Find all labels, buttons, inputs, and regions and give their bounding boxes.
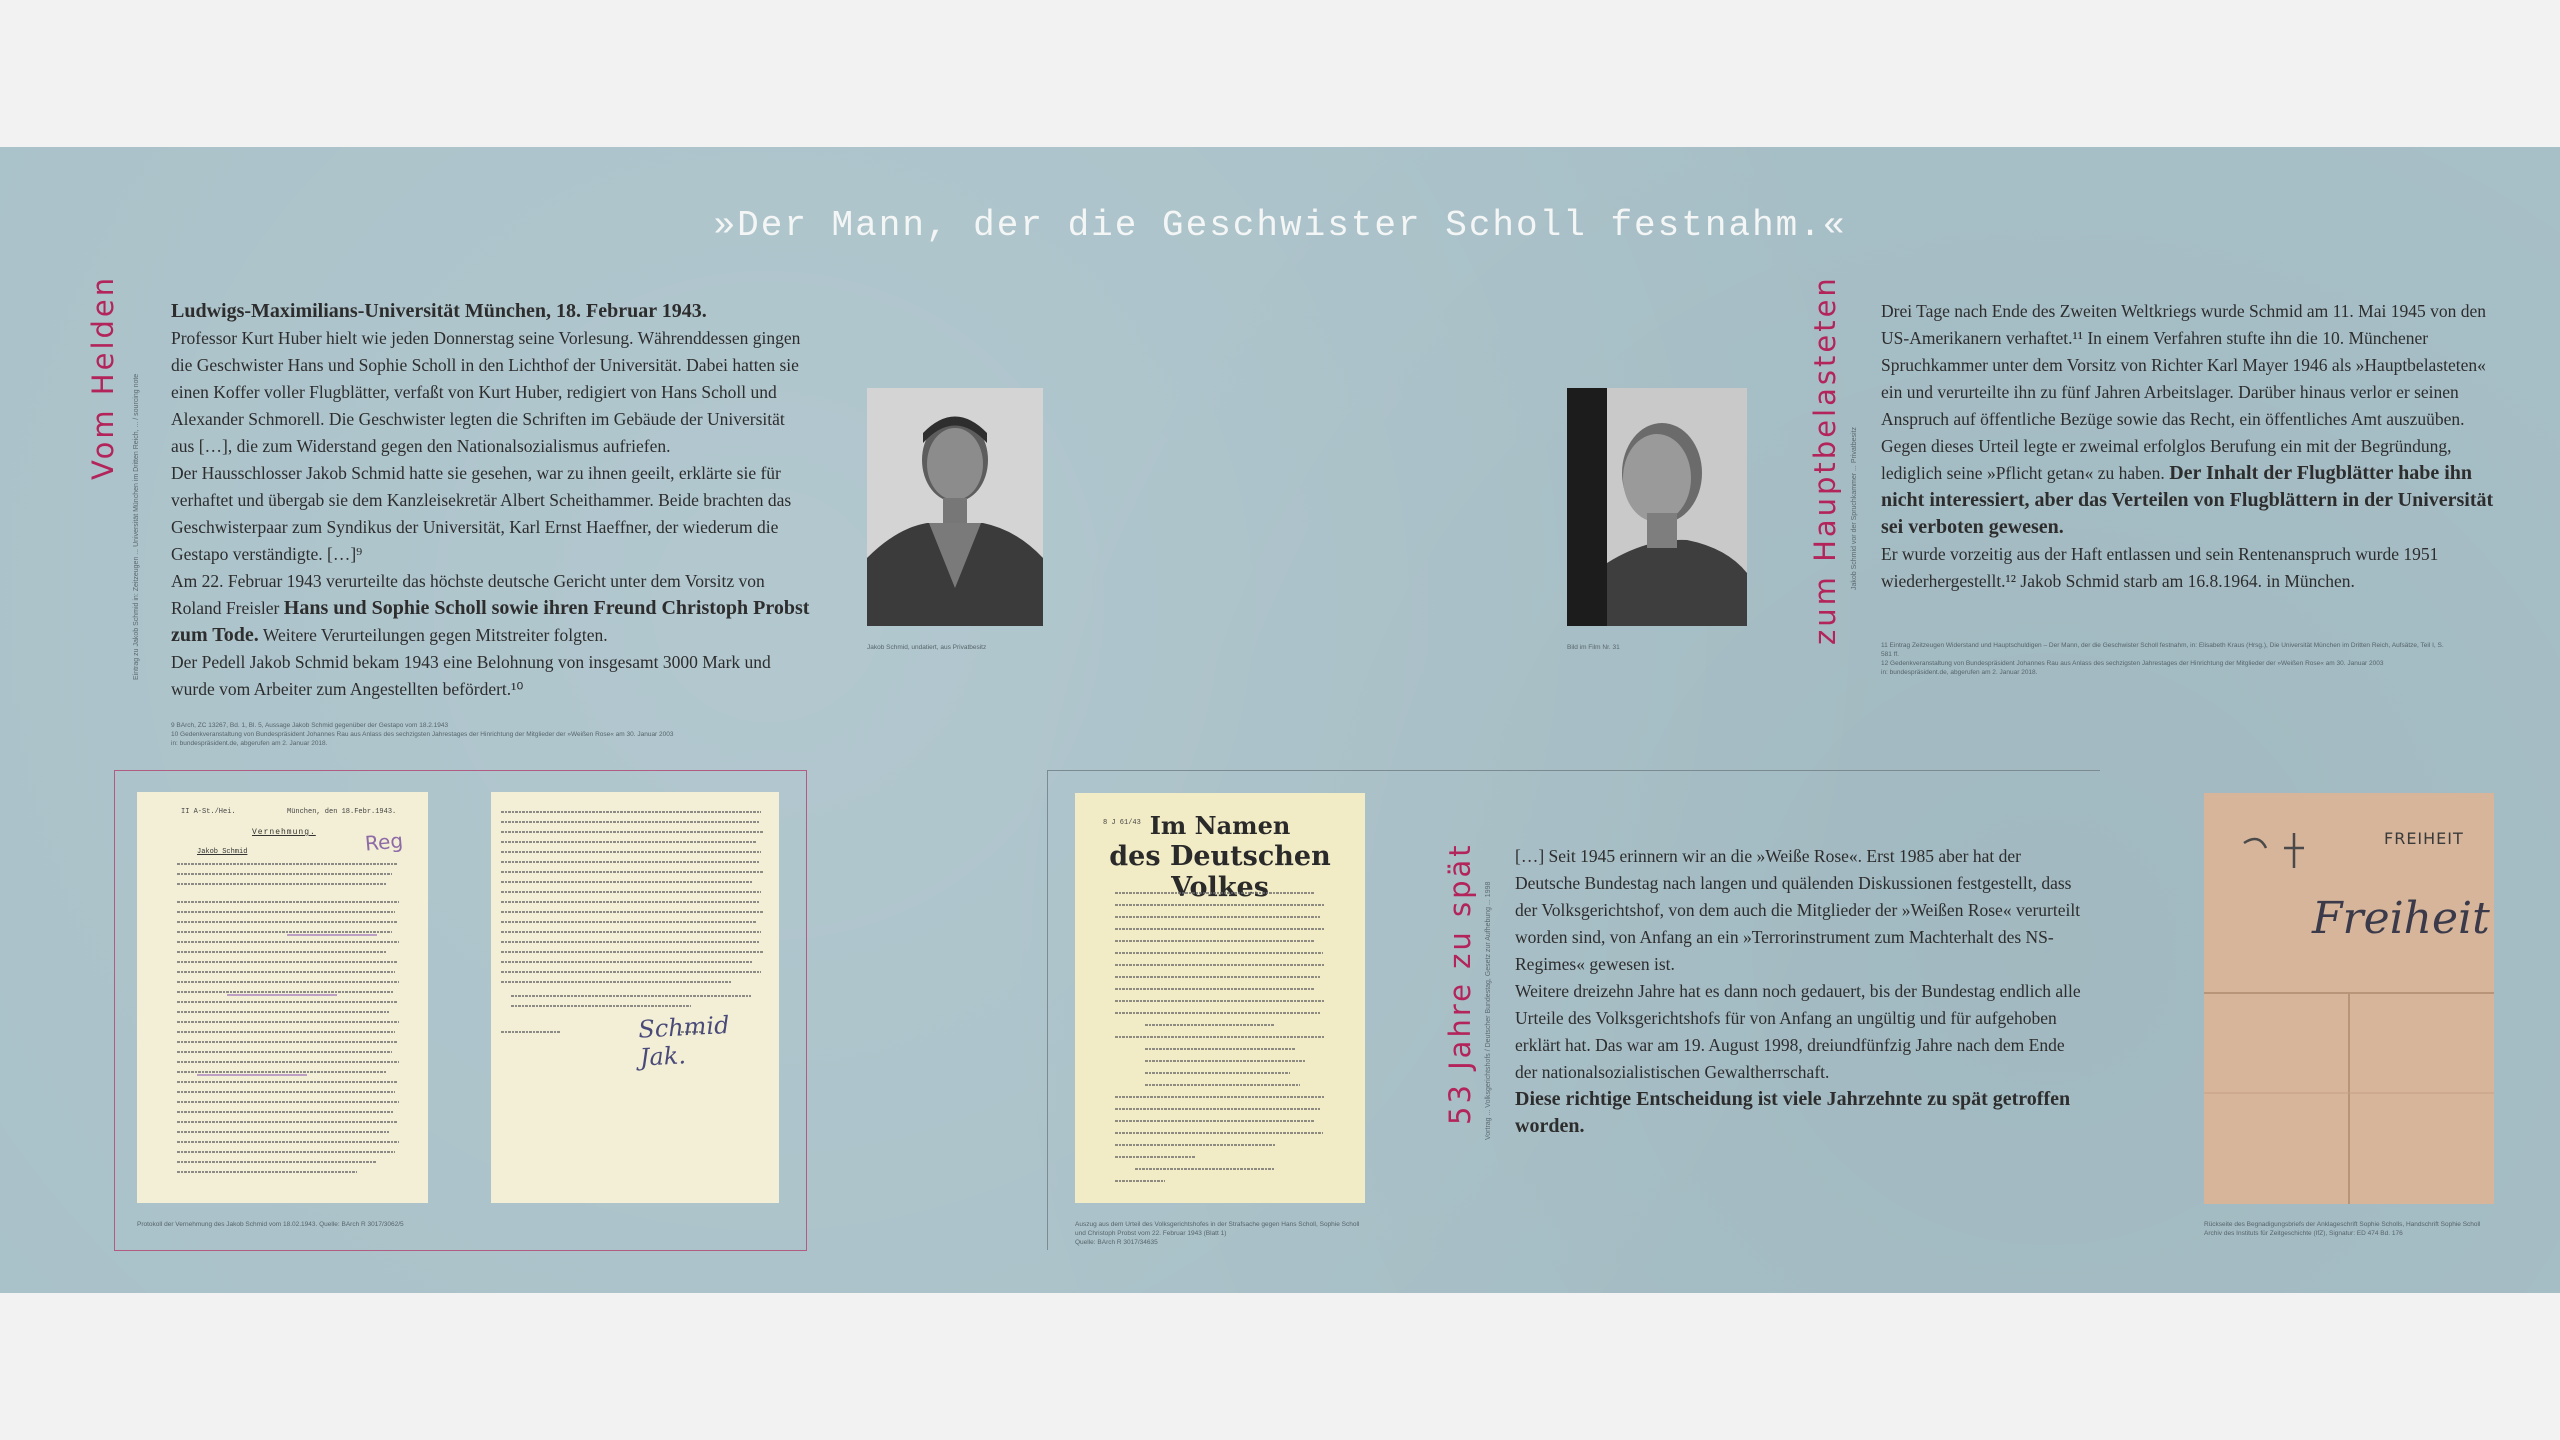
left-para-1: Professor Kurt Huber hielt wie jeden Donnerstag seine Vorlesung. Währenddessen gingen die Geschwister Hans und Sophie Scholl in den Lichthof der Universität. Dabei hatten sie einen Koffer voller Flugblätter, verfaßt von Kurt Huber, redigiert von Hans Scholl und Alexander Schmorell. Die Geschwister legten die Schriften im Gebäude der Universität aus […], die zum Widerstand gegen den Nationalsozialismus aufriefen. — [171, 328, 801, 456]
verdict-caption-line-1: Auszug aus dem Urteil des Volksgerichtshofes in der Strafsache gegen Hans Scholl, Sophie Scholl — [1075, 1221, 1360, 1228]
verdict-doc-header: 8 J 61/43 — [1103, 819, 1141, 827]
doc1-annotation: Reg — [364, 828, 404, 856]
protocol-document-page-1 — [137, 792, 428, 1203]
doc1-title: Vernehmung. — [252, 828, 316, 837]
photo-1-caption: Jakob Schmid, undatiert, aus Privatbesitz — [867, 644, 987, 651]
verdict-doc-title-2: des Deutschen Volkes — [1109, 841, 1331, 903]
right-footnote-12b: in: bundespräsident.de, abgerufen am 2. Januar 2018. — [1881, 669, 2038, 676]
right-para-1: Drei Tage nach Ende des Zweiten Weltkriegs wurde Schmid am 11. Mai 1945 von den US-Amerikanern verhaftet.¹¹ In einem Verfahren stufte ihn die 10. Münchener Spruchkammer unter dem Vorsitz von Richter Karl Mayer 1946 als »Hauptbelasteten« ein und verurteilte ihn zu fünf Jahren Arbeitslager. Darüber hinaus verlor er seinen Anspruch auf öffentliche Bezüge sowie das Recht, ein öffentliches Amt auszuüben. Gegen dieses Urteil legte er zweimal erfolglos Berufung ein mit der Begründung, lediglich seine »Pflicht getan« zu haben. Der Inhalt der Flugblätter habe ihn nicht interessiert, aber das Verteilen von Flugblättern in der Universität sei verboten gewesen. — [1881, 301, 2494, 538]
divider-horizontal — [1047, 770, 2100, 771]
freiheit-leaflet — [2204, 793, 2494, 1204]
vertical-source-bottom: Vortrag ... Volksgerichtshofs / Deutscher Bundestag, Gesetz zur Aufhebung ... 1998 — [1485, 881, 1492, 1140]
right-para-1-bold: Der Inhalt der Flugblätter habe ihn nicht interessiert, aber das Verteilen von Flugblättern in der Universität sei verboten gewesen. — [1881, 462, 2494, 538]
doc1-header-left: II A-St./Hei. — [181, 808, 236, 816]
profile-illustration — [1567, 388, 1747, 626]
vertical-source-right: Jakob Schmid vor der Spruchkammer ... Privatbesitz — [1851, 426, 1858, 590]
right-footnote-12: 12 Gedenkveranstaltung von Bundespräsident Johannes Rau aus Anlass des sechzigsten Jahrestages der Hinrichtung der Mitglieder der »Weißen Rose« am 30. Januar 2003 — [1881, 660, 2384, 667]
left-para-4: Der Pedell Jakob Schmid bekam 1943 eine Belohnung von insgesamt 3000 Mark und wurde vom Arbeiter zum Angestellten befördert.¹⁰ — [171, 652, 771, 699]
verdict-caption — [1075, 1220, 1405, 1247]
leaflet-text-small: FREIHEIT — [2384, 829, 2464, 848]
left-para-3: Am 22. Februar 1943 verurteilte das höchste deutsche Gericht unter dem Vorsitz von Roland Freisler Hans und Sophie Scholl sowie ihren Freund Christoph Probst zum Tode. Weitere Verurteilungen gegen Mitstreiter folgten. — [171, 571, 810, 646]
photo-jakob-schmid — [867, 388, 1043, 626]
doc2-typed-lines — [491, 792, 779, 1203]
divider-vertical — [1047, 770, 1048, 1250]
leaflet-caption-line-2: Archiv des Instituts für Zeitgeschichte (IfZ), Signatur: ED 474 Bd. 176 — [2204, 1230, 2403, 1237]
leaflet-caption — [2204, 1220, 2534, 1238]
leaflet-caption-line-1: Rückseite des Begnadigungsbriefs der Anklageschrift Sophie Scholls, Handschrift Sophie Scholl — [2204, 1221, 2481, 1228]
doc2-signature: Schmid Jak. — [637, 1010, 731, 1072]
left-para-3-bold: Hans und Sophie Scholl sowie ihren Freund Christoph Probst zum Tode. — [171, 597, 810, 646]
doc1-typed-lines — [137, 792, 428, 1203]
left-para-2: Der Hausschlosser Jakob Schmid hatte sie gesehen, war zu ihnen geeilt, erklärte sie für verhaftet und übergab sie dem Kanzleisekretär Albert Scheithammer. Beide brachten das Geschwisterpaar zum Syndikus der Universität, Karl Ernst Haeffner, der wiederum die Gestapo verständigte. […]⁹ — [171, 463, 792, 564]
left-footnote-9: 9 BArch, ZC 13267, Bd. 1, Bl. 5, Aussage Jakob Schmid gegenüber der Gestapo vom 18.2.1943 — [171, 722, 449, 729]
right-para-2: Er wurde vorzeitig aus der Haft entlassen und sein Rentenanspruch wurde 1951 wiederhergestellt.¹² Jakob Schmid starb am 16.8.1964. in München. — [1881, 544, 2439, 591]
right-footnotes — [1881, 641, 2451, 677]
vertical-label-53-jahre: 53 Jahre zu spät — [1443, 842, 1477, 1125]
portrait-illustration — [867, 388, 1043, 626]
left-footnote-10b: in: bundespräsident.de, abgerufen am 2. Januar 2018. — [171, 740, 328, 747]
leaflet-text-large: Freiheit — [2312, 893, 2490, 944]
left-text-block — [171, 298, 811, 703]
bottom-right-para-3-bold: Diese richtige Entscheidung ist viele Jahrzehnte zu spät getroffen worden. — [1515, 1088, 2071, 1137]
left-footnote-10: 10 Gedenkveranstaltung von Bundespräsident Johannes Rau aus Anlass des sechzigsten Jahrestages der Hinrichtung der Mitglieder der »Weißen Rose« am 30. Januar 2003 — [171, 731, 674, 738]
protocol-caption: Protokoll der Vernehmung des Jakob Schmid vom 18.02.1943. Quelle: BArch R 3017/3062/5 — [137, 1221, 404, 1228]
right-text-block — [1881, 298, 2501, 595]
doc1-header-right: München, den 18.Febr.1943. — [287, 808, 397, 816]
page-title: »Der Mann, der die Geschwister Scholl festnahm.« — [713, 205, 1847, 246]
left-footnotes — [171, 721, 731, 748]
verdict-typed-lines — [1075, 793, 1365, 1203]
vertical-label-vom-helden: Vom Helden — [86, 274, 120, 480]
right-footnote-11: 11 Eintrag Zeitzeugen Widerstand und Hauptschuldigen – Der Mann, der die Geschwister Scholl festnahm, in: Elisabeth Kraus (Hrsg.), Die Universität München im Dritten Reich, Aufsätze, Teil I, S. 581 ff. — [1881, 642, 2444, 658]
protocol-document-page-2 — [491, 792, 779, 1203]
bottom-right-text-block — [1515, 843, 2090, 1140]
bottom-right-para-2: Weitere dreizehn Jahre hat es dann noch gedauert, bis der Bundestag endlich alle Urteile des Volksgerichtshofs für von Anfang an ungültig und für aufgehoben erklärt hat. Das war am 19. August 1998, dreiundfünfzig Jahre nach dem Ende der nationalsozialistischen Gewaltherrschaft. — [1515, 981, 2081, 1082]
vertical-source-left: Eintrag zu Jakob Schmid in: Zeitzeugen ... Universität München im Dritten Reich, ... / sourcing note — [133, 373, 140, 680]
verdict-caption-line-2: und Christoph Probst vom 22. Februar 1943 (Blatt 1) — [1075, 1230, 1227, 1237]
photo-2-caption: Bild im Film Nr. 31 — [1567, 644, 1620, 651]
doc1-name: Jakob Schmid — [197, 848, 248, 856]
vertical-label-zum-hauptbelasteten: zum Hauptbelasteten — [1808, 275, 1842, 645]
left-heading: Ludwigs-Maximilians-Universität München, 18. Februar 1943. — [171, 300, 707, 322]
verdict-caption-line-3: Quelle: BArch R 3017/34635 — [1075, 1239, 1158, 1246]
bottom-right-para-1: […] Seit 1945 erinnern wir an die »Weiße Rose«. Erst 1985 aber hat der Deutsche Bundestag nach langen und quälenden Diskussionen festgestellt, dass der Volksgerichtshof, von dem auch die Mitglieder der »Weißen Rose« verurteilt worden sind, von Anfang an ein »Terrorinstrument zum Machterhalt des NS-Regimes« gewesen ist. — [1515, 846, 2081, 974]
leaflet-folds — [2204, 793, 2494, 1204]
verdict-doc-title-1: Im Namen — [1149, 811, 1291, 840]
verdict-document — [1075, 793, 1365, 1203]
photo-jakob-schmid-profile — [1567, 388, 1747, 626]
